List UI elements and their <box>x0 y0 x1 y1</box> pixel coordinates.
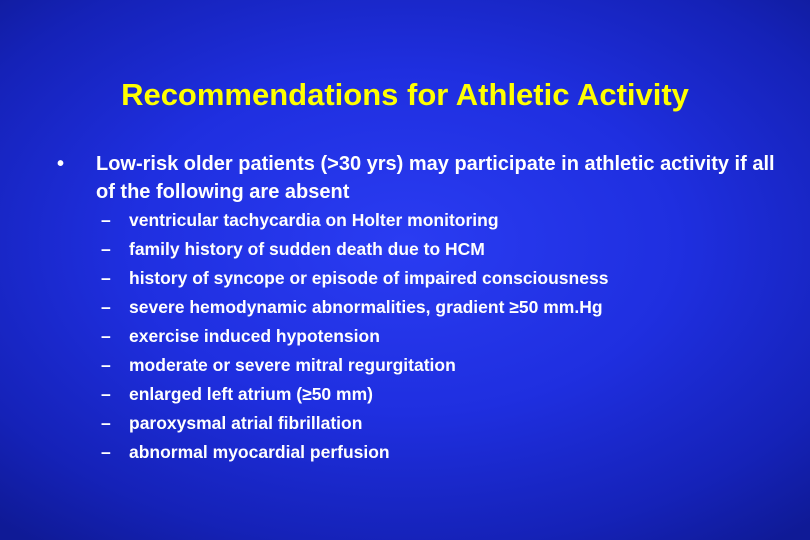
sub-bullet-item <box>101 438 781 467</box>
slide-title: Recommendations for Athletic Activity <box>121 77 689 112</box>
sub-bullet-text: family history of sudden death due to HCM <box>129 239 485 259</box>
dash-marker: – <box>101 297 111 317</box>
dash-marker: – <box>101 384 111 404</box>
sub-bullet-text: abnormal myocardial perfusion <box>129 442 390 462</box>
sub-bullet-item <box>101 380 781 409</box>
sub-bullet-item <box>101 206 781 235</box>
dash-marker: – <box>101 442 111 462</box>
dash-marker: – <box>101 210 111 230</box>
sub-bullet-list <box>101 206 781 467</box>
sub-bullet-item <box>101 409 781 438</box>
sub-bullet-item <box>101 264 781 293</box>
sub-bullet-item <box>101 351 781 380</box>
sub-bullet-text: exercise induced hypotension <box>129 326 380 346</box>
main-bullet <box>57 150 777 206</box>
sub-bullet-item <box>101 322 781 351</box>
main-bullet-text: Low-risk older patients (>30 yrs) may participate in athletic activity if all of the following are absent <box>96 153 775 203</box>
dash-marker: – <box>101 239 111 259</box>
dash-marker: – <box>101 268 111 288</box>
sub-bullet-text: ventricular tachycardia on Holter monitoring <box>129 210 499 230</box>
sub-bullet-text: history of syncope or episode of impaired consciousness <box>129 268 609 288</box>
sub-bullet-text: enlarged left atrium (≥50 mm) <box>129 384 373 404</box>
sub-bullet-text: severe hemodynamic abnormalities, gradient ≥50 mm.Hg <box>129 297 603 317</box>
sub-bullet-text: paroxysmal atrial fibrillation <box>129 413 363 433</box>
sub-bullet-item <box>101 293 781 322</box>
dash-marker: – <box>101 355 111 375</box>
sub-bullet-item <box>101 235 781 264</box>
sub-bullet-text: moderate or severe mitral regurgitation <box>129 355 456 375</box>
bullet-marker: • <box>57 153 65 175</box>
dash-marker: – <box>101 413 111 433</box>
dash-marker: – <box>101 326 111 346</box>
